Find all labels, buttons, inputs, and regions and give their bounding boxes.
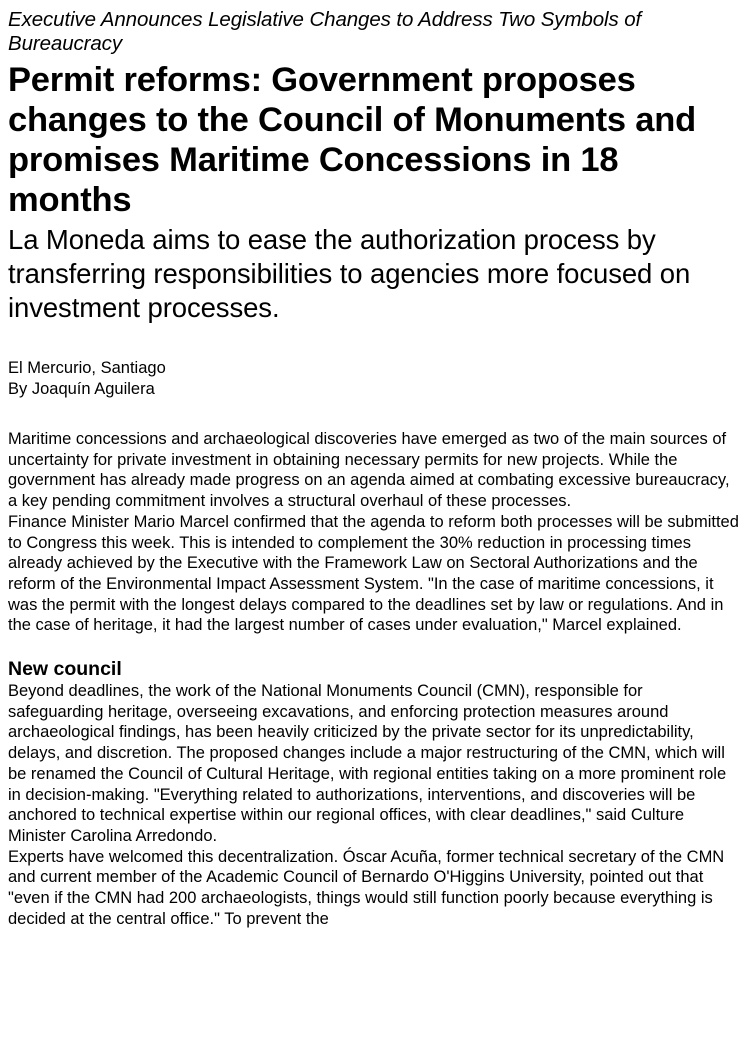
article-body <box>8 429 739 929</box>
body-paragraph: Beyond deadlines, the work of the National Monuments Council (CMN), responsible for safeguarding heritage, overseeing excavations, and enforcing protection measures around archaeological findings, has been heavily criticized by the private sector for its unpredictability, delays, and discretion. The proposed changes include a major restructuring of the CMN, which will be renamed the Council of Cultural Heritage, with regional entities taking on a more prominent role in decision-making. "Everything related to authorizations, interventions, and discoveries will be anchored to technical expertise within our regional offices, with clear deadlines," said Culture Minister Carolina Arredondo. <box>8 682 727 845</box>
body-paragraph: Experts have welcomed this decentralization. Óscar Acuña, former technical secretary of the CMN and current member of the Academic Council of Bernardo O'Higgins University, pointed out that "even if the CMN had 200 archaeologists, things would still function poorly because everything is decided at the central office." To prevent the <box>8 847 725 928</box>
article-source: El Mercurio, Santiago <box>8 359 166 377</box>
article-byline: By Joaquín Aguilera <box>8 380 155 398</box>
body-paragraph: Finance Minister Mario Marcel confirmed that the agenda to reform both processes will be submitted to Congress this week. This is intended to complement the 30% reduction in processing times already achieved by the Executive with the Framework Law on Sectoral Authorizations and the reform of the Environmental Impact Assessment System. "In the case of maritime concessions, it was the permit with the longest delays compared to the deadlines set by law or regulations. And in the case of heritage, it had the largest number of cases under evaluation," Marcel explained. <box>8 512 739 635</box>
article-headline: Permit reforms: Government proposes changes to the Council of Monuments and promises Maritime Concessions in 18 months <box>8 61 696 219</box>
section-heading: New council <box>8 658 122 681</box>
article-deck: La Moneda aims to ease the authorization process by transferring responsibilities to agencies more focused on investment processes. <box>8 224 691 323</box>
body-paragraph: Maritime concessions and archaeological discoveries have emerged as two of the main sources of uncertainty for private investment in obtaining necessary permits for new projects. While the government has already made progress on an agenda aimed at combating excessive bureaucracy, a key pending commitment involves a structural overhaul of these processes. <box>8 430 730 511</box>
article-kicker: Executive Announces Legislative Changes to Address Two Symbols of Bureaucracy <box>8 8 642 55</box>
article-meta <box>8 358 739 400</box>
